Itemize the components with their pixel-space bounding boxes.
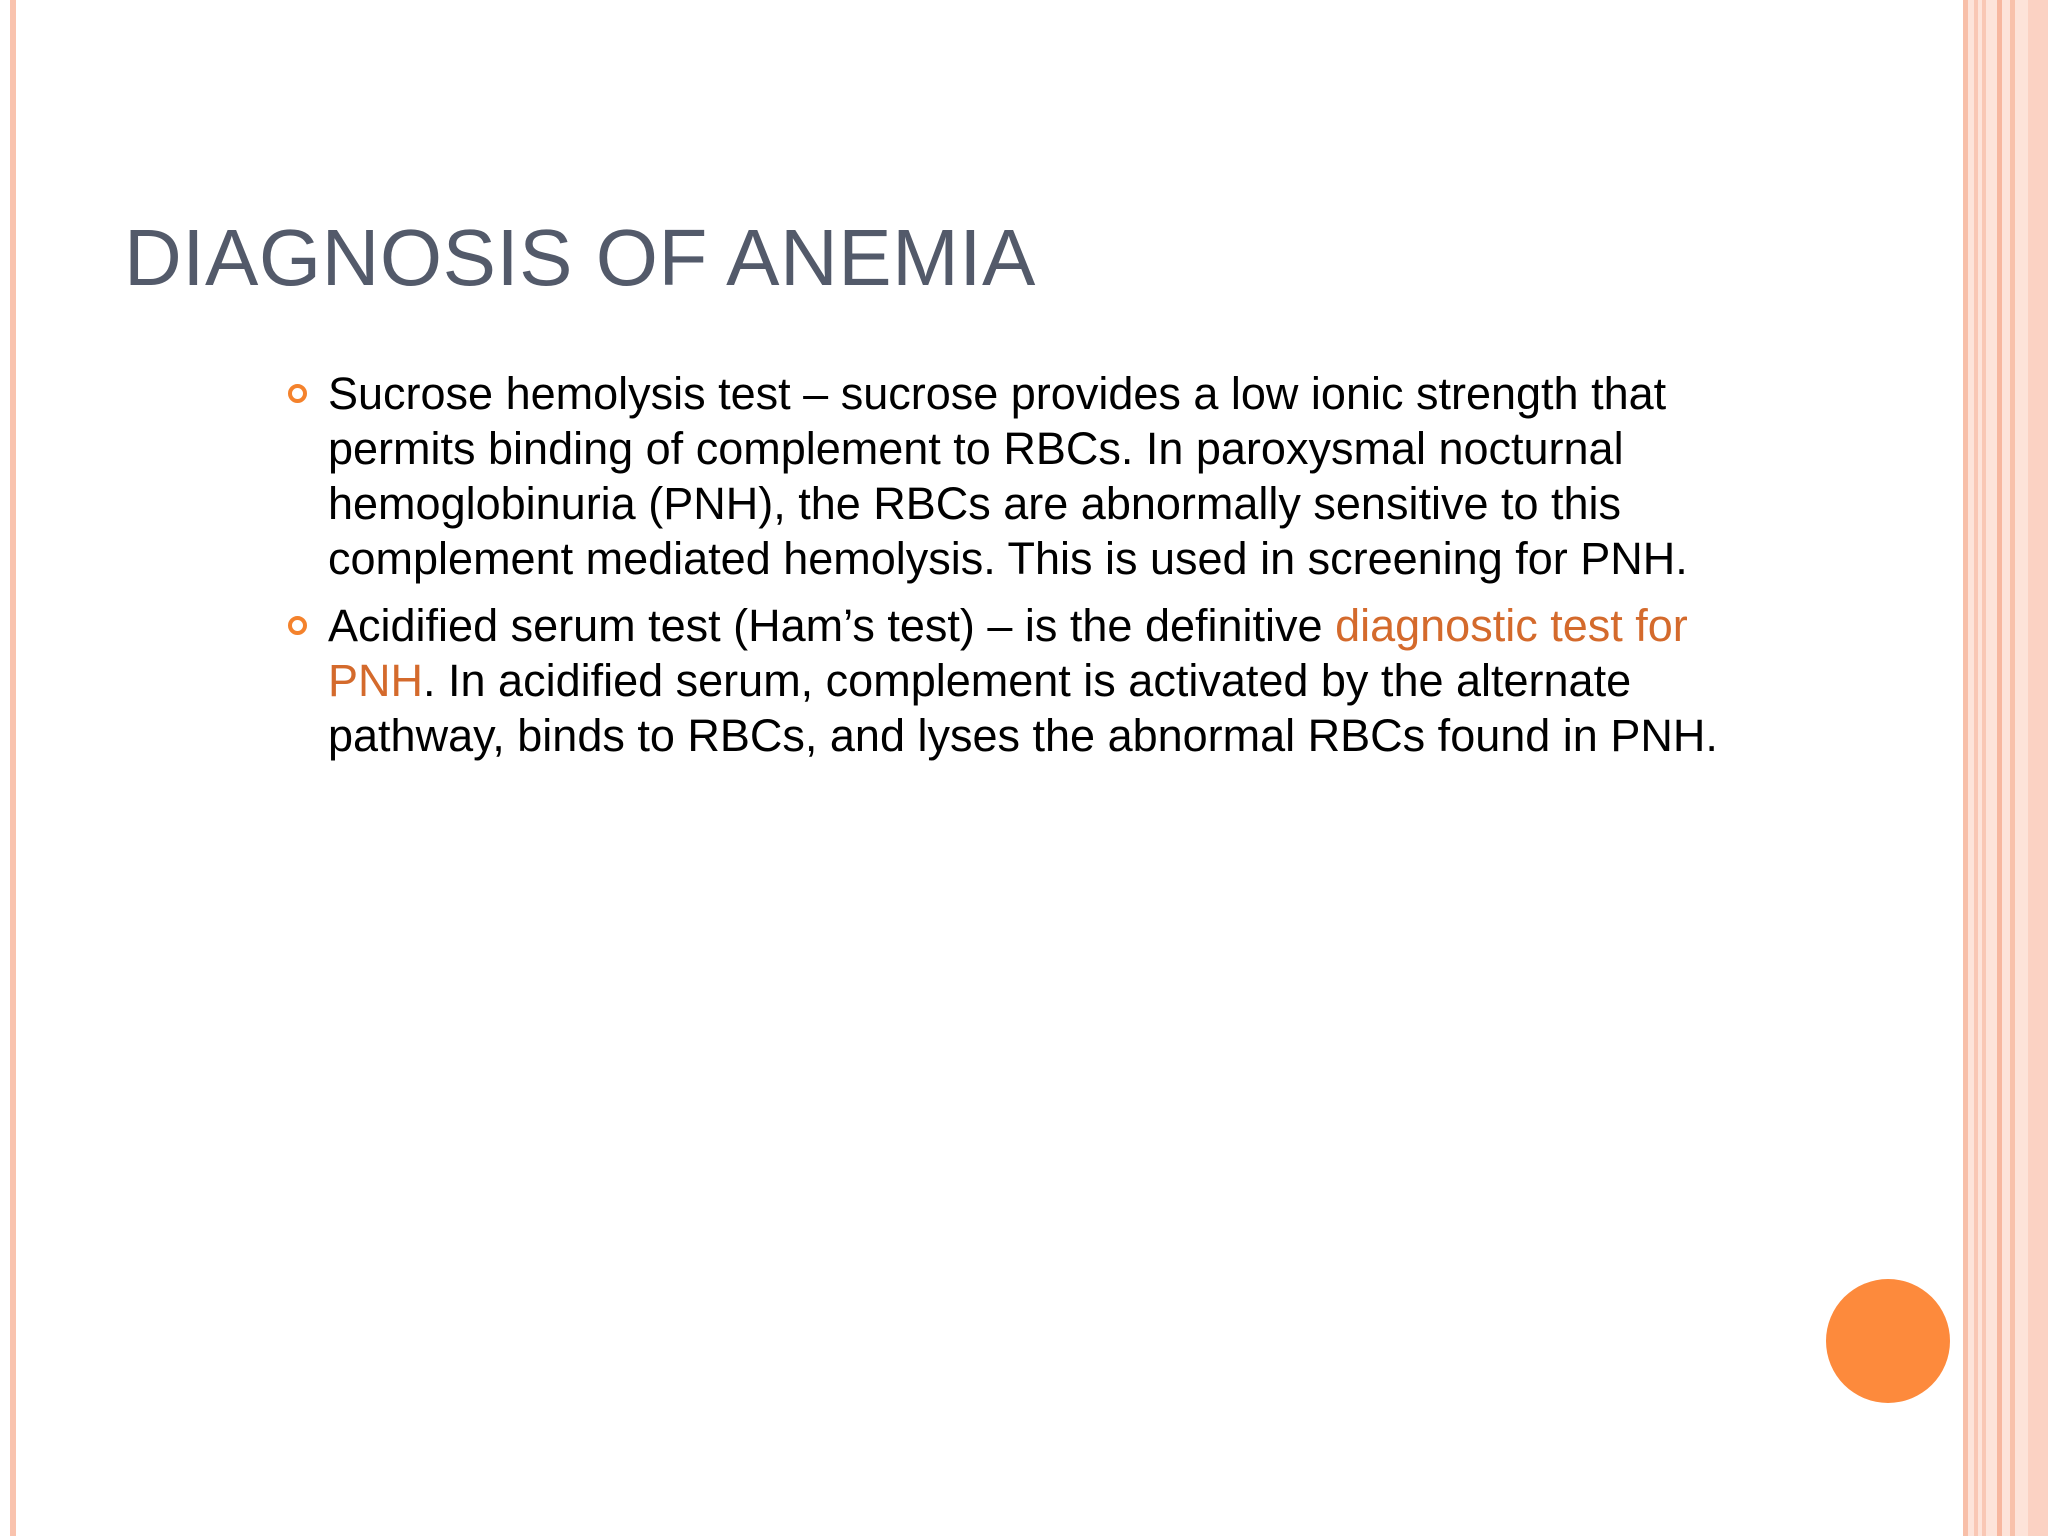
bullet-highlight: diagnostic test for PNH <box>328 600 1688 706</box>
right-frame-line <box>2028 0 2048 1536</box>
slide-title: DIAGNOSIS OF ANEMIA <box>124 213 1036 302</box>
ring-bullet-icon <box>288 616 307 635</box>
right-frame-line <box>1974 0 1978 1536</box>
bullet-item-ham-test <box>288 598 1768 763</box>
bullet-text-continued: . In acidified serum, complement is activated by the alternate pathway, binds to RBCs, and lyses the abnormal RBCs found in PNH. <box>328 655 1718 761</box>
right-frame-line <box>1997 0 2002 1536</box>
right-frame-line <box>2010 0 2015 1536</box>
right-frame-line <box>1963 0 1968 1536</box>
ring-bullet-icon <box>288 384 307 403</box>
bullet-list <box>288 366 1768 775</box>
bullet-item-sucrose-test <box>288 366 1768 586</box>
bullet-text: Acidified serum test (Ham’s test) – is the definitive <box>328 600 1336 651</box>
bullet-text: Sucrose hemolysis test – sucrose provides a low ionic strength that permits binding of complement to RBCs. In paroxysmal nocturnal hemoglobinuria (PNH), the RBCs are abnormally sensitive to this complement mediated hemolysis. This is used in screening for PNH. <box>328 368 1688 584</box>
right-frame-line <box>1982 0 1986 1536</box>
left-frame-line <box>10 0 16 1536</box>
orange-circle-decoration <box>1826 1279 1950 1403</box>
